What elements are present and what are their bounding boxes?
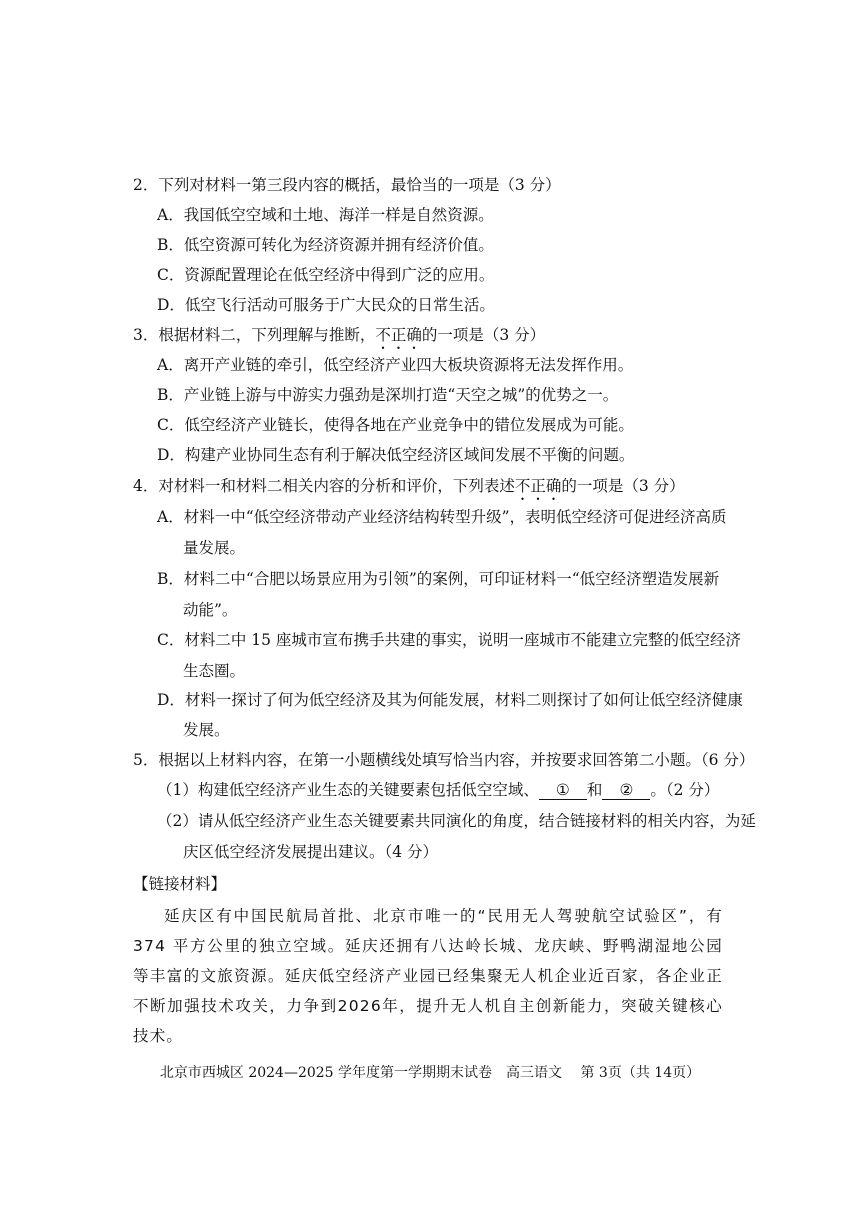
link-material-paragraph: 延庆区有中国民航局首批、北京市唯一的“民用无人驾驶航空试验区”，有 374 平方公里的独立空域。延庆还拥有八达岭长城、龙庆峡、野鸭湖湿地公园等丰富的文旅资源。延庆低空经济产业园已经集聚无人机企业近百家，各企业正不断加强技术攻关，力争到2026年，提升无人机自主创新能力，突破关键核心技术。 <box>133 907 723 1045</box>
question-4-option-a-line1: A．材料一中“低空经济带动产业经济结构转型升级”，表明低空经济可促进经济高质 <box>157 508 727 526</box>
answer-blank-2[interactable]: ② <box>602 781 650 800</box>
question-2-option-c: C．资源配置理论在低空经济中得到广泛的应用。 <box>157 266 495 284</box>
question-4-option-c-line2: 生态圈。 <box>183 662 246 680</box>
question-5-part-1-post: 。（2 分） <box>650 781 720 799</box>
question-5-part-2-line2: 庆区低空经济发展提出建议。（4 分） <box>183 843 439 861</box>
question-5-part-2-line1: （2）请从低空经济产业生态关键要素共同演化的角度，结合链接材料的相关内容，为延 <box>157 812 756 830</box>
page-footer: 北京市西城区 2024—2025 学年度第一学期期末试卷 高三语文 第 3页（共 14页） <box>159 1065 701 1081</box>
question-2-option-d: D．低空飞行活动可服务于广大民众的日常生活。 <box>157 296 495 314</box>
answer-blank-1[interactable]: ① <box>539 781 587 800</box>
question-3-option-a: A．离开产业链的牵引，低空经济产业四大板块资源将无法发挥作用。 <box>157 356 634 374</box>
question-5-part-1 <box>157 780 719 800</box>
question-4-emphasis: 不正确 <box>514 477 562 495</box>
question-3-stem <box>133 325 545 353</box>
link-material-title: 【链接材料】 <box>133 875 227 893</box>
question-4-option-b-line1: B．材料二中“合肥以场景应用为引领”的案例，可印证材料一“低空经济塑造发展新 <box>157 570 720 588</box>
question-5-part-1-pre: （1）构建低空经济产业生态的关键要素包括低空空域、 <box>157 781 539 799</box>
question-5-stem: 5．根据以上材料内容，在第一小题横线处填写恰当内容，并按要求回答第二小题。（6 分） <box>133 751 755 769</box>
question-4-option-d-line1: D．材料一探讨了何为低空经济及其为何能发展，材料二则探讨了如何让低空经济健康 <box>157 691 743 709</box>
question-3-option-b: B．产业链上游与中游实力强劲是深圳打造“天空之城”的优势之一。 <box>157 386 619 404</box>
question-4-option-c-line1: C．材料二中 15 座城市宣布携手共建的事实，说明一座城市不能建立完整的低空经济 <box>157 631 741 649</box>
question-2-option-b: B．低空资源可转化为经济资源并拥有经济价值。 <box>157 236 494 254</box>
question-4-stem-post: 的一项是（3 分） <box>561 477 685 495</box>
question-2-stem: 2．下列对材料一第三段内容的概括，最恰当的一项是（3 分） <box>133 176 561 194</box>
question-4-stem <box>133 476 685 504</box>
question-3-option-c: C．低空经济产业链长，使得各地在产业竞争中的错位发展成为可能。 <box>157 416 634 434</box>
question-4-stem-pre: 4．对材料一和材料二相关内容的分析和评价，下列表述 <box>133 477 515 495</box>
question-5-part-1-mid: 和 <box>586 781 603 799</box>
question-4-option-d-line2: 发展。 <box>183 721 230 739</box>
question-3-option-d: D．构建产业协同生态有利于解决低空经济区域间发展不平衡的问题。 <box>157 446 635 464</box>
question-4-option-a-line2: 量发展。 <box>183 539 246 557</box>
question-3-stem-post: 的一项是（3 分） <box>421 326 546 344</box>
question-4-option-b-line2: 动能”。 <box>183 601 238 619</box>
question-2-option-a: A．我国低空空域和土地、海洋一样是自然资源。 <box>157 206 494 224</box>
question-3-stem-pre: 3．根据材料二，下列理解与推断， <box>133 326 376 344</box>
question-3-emphasis: 不正确 <box>375 326 422 344</box>
